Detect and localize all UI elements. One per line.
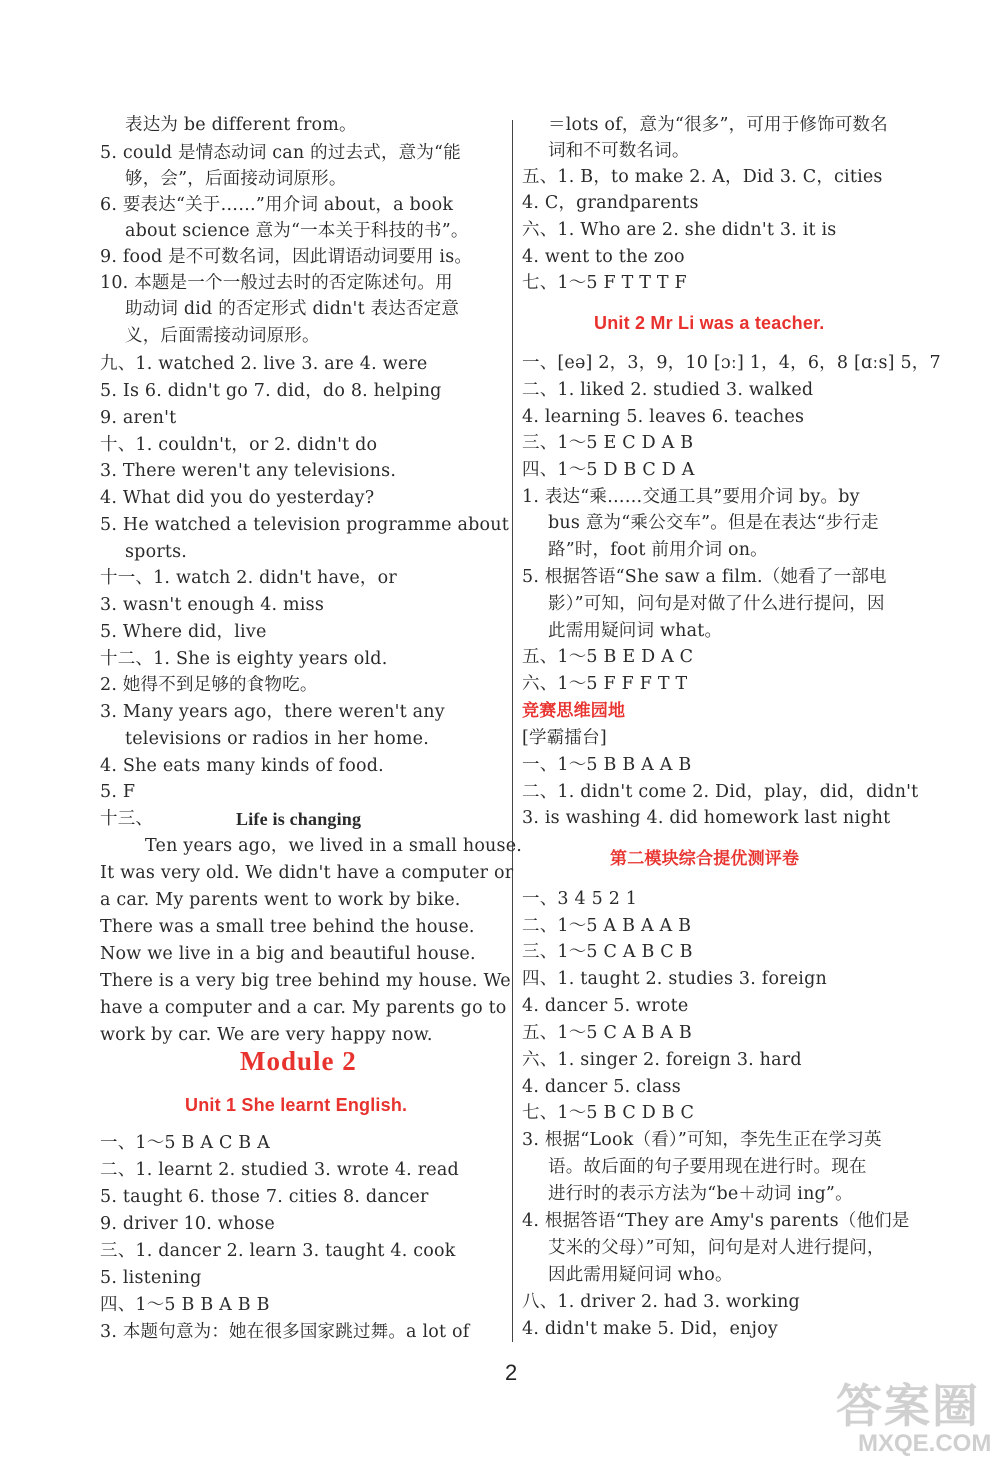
- left-text-line: a car. My parents went to work by bike.: [100, 890, 461, 910]
- right-text-line: 六、1. Who are 2. she didn't 3. it is: [522, 220, 837, 240]
- watermark-line1: 答案圈: [836, 1380, 980, 1432]
- right-text-line: [学霸擂台]: [522, 728, 607, 748]
- left-text-line: Ten years ago，we lived in a small house.: [145, 836, 523, 856]
- left-text-line: sports.: [125, 542, 188, 562]
- right-text-line: 语。故后面的句子要用现在进行时。现在: [548, 1157, 867, 1177]
- left-text-line: 5. taught 6. those 7. cities 8. dancer: [100, 1187, 429, 1207]
- right-text-line: 七、1～5 B C D B C: [522, 1103, 695, 1123]
- right-text-line: 六、1～5 F F F T T: [522, 674, 688, 694]
- right-text-line: 4. 根据答语“They are Amy's parents（他们是: [522, 1211, 910, 1231]
- left-text-line: 一、1～5 B A C B A: [100, 1133, 270, 1153]
- right-text-line: 三、1～5 E C D A B: [522, 433, 694, 453]
- left-text-line: 3. 本题句意为：她在很多国家跳过舞。a lot of: [100, 1322, 470, 1342]
- right-text-line: 五、1. B，to make 2. A，Did 3. C，cities: [522, 167, 883, 187]
- right-text-line: 1. 表达“乘……交通工具”要用介词 by。by: [522, 487, 860, 507]
- right-text-line: bus 意为“乘公交车”。但是在表达“步行走: [548, 513, 879, 533]
- left-text-line: 助动词 did 的否定形式 didn't 表达否定意: [125, 299, 460, 319]
- right-text-line: 4. learning 5. leaves 6. teaches: [522, 407, 805, 427]
- right-text-line: ＝lots of，意为“很多”，可用于修饰可数名: [548, 115, 888, 135]
- right-text-line: 二、1～5 A B A A B: [522, 916, 692, 936]
- right-text-line: 路”时，foot 前用介词 on。: [548, 540, 768, 560]
- watermark-line2: MXQE.COM: [858, 1430, 992, 1457]
- unit2-title: Unit 2 Mr Li was a teacher.: [594, 313, 825, 333]
- left-text-line: 十一、1. watch 2. didn't have，or: [100, 568, 397, 588]
- left-text-line: have a computer and a car. My parents go to: [100, 998, 507, 1018]
- left-text-line: 5. F: [100, 782, 136, 802]
- left-text-line: 十三、: [100, 809, 154, 829]
- left-text-line: 九、1. watched 2. live 3. are 4. were: [100, 354, 428, 374]
- module-test-title: 第二模块综合提优测评卷: [610, 849, 800, 868]
- left-text-line: 2. 她得不到足够的食物吃。: [100, 675, 318, 695]
- right-text-line: 五、1～5 B E D A C: [522, 647, 694, 667]
- right-text-line: 一、1～5 B B A A B: [522, 755, 692, 775]
- watermark-logo: [828, 1370, 998, 1465]
- left-text-line: 4. What did you do yesterday?: [100, 488, 375, 508]
- left-text-line: work by car. We are very happy now.: [100, 1025, 433, 1045]
- left-text-line: There was a small tree behind the house.: [100, 917, 475, 937]
- page-number: 2: [505, 1360, 518, 1385]
- right-text-line: 进行时的表示方法为“be＋动词 ing”。: [548, 1184, 853, 1204]
- left-text-line: 5. Where did，live: [100, 622, 267, 642]
- right-text-line: 一、3 4 5 2 1: [522, 889, 638, 909]
- right-text-line: 4. C，grandparents: [522, 193, 699, 213]
- right-text-line: 因此需用疑问词 who。: [548, 1265, 733, 1285]
- right-text-line: 二、1. didn't come 2. Did，play，did，didn't: [522, 782, 919, 802]
- left-text-line: 6. 要表达“关于……”用介词 about，a book: [100, 195, 454, 215]
- right-text-line: 4. dancer 5. wrote: [522, 996, 689, 1016]
- left-text-line: 三、1. dancer 2. learn 3. taught 4. cook: [100, 1241, 456, 1261]
- left-text-line: 9. driver 10. whose: [100, 1214, 275, 1234]
- left-text-line: 够，会”，后面接动词原形。: [125, 169, 347, 189]
- left-text-line: 四、1～5 B B A B B: [100, 1295, 270, 1315]
- right-text-line: 5. 根据答语“She saw a film.（她看了一部电: [522, 567, 887, 587]
- left-text-line: 4. She eats many kinds of food.: [100, 756, 384, 776]
- left-text-line: 5. could 是情态动词 can 的过去式，意为“能: [100, 143, 461, 163]
- left-text-line: Now we live in a big and beautiful house.: [100, 944, 476, 964]
- right-text-line: 4. went to the zoo: [522, 247, 685, 267]
- left-text-line: 9. food 是不可数名词，因此谓语动词要用 is。: [100, 247, 473, 267]
- left-text-line: 5. Is 6. didn't go 7. did，do 8. helping: [100, 381, 442, 401]
- right-text-line: 四、1. taught 2. studies 3. foreign: [522, 969, 827, 989]
- right-text-line: 3. 根据“Look（看）”可知，李先生正在学习英: [522, 1130, 882, 1150]
- right-text-line: 六、1. singer 2. foreign 3. hard: [522, 1050, 802, 1070]
- right-text-line: 四、1～5 D B C D A: [522, 460, 695, 480]
- left-text-line: There is a very big tree behind my house. We: [100, 971, 511, 991]
- left-text-line: 二、1. learnt 2. studied 3. wrote 4. read: [100, 1160, 459, 1180]
- right-text-line: 二、1. liked 2. studied 3. walked: [522, 380, 814, 400]
- right-text-line: 4. didn't make 5. Did，enjoy: [522, 1319, 778, 1339]
- column-divider: [512, 120, 513, 1342]
- left-text-line: 十二、1. She is eighty years old.: [100, 649, 388, 669]
- right-text-line: 词和不可数名词。: [548, 141, 690, 161]
- left-text-line: It was very old. We didn't have a computer or: [100, 863, 514, 883]
- right-text-line: 八、1. driver 2. had 3. working: [522, 1292, 800, 1312]
- left-text-line: 十、1. couldn't，or 2. didn't do: [100, 435, 378, 455]
- module-title: Module 2: [240, 1046, 357, 1076]
- right-text-line: 影）”可知，问句是对做了什么进行提问，因: [548, 594, 885, 614]
- contest-section-title: 竞赛思维园地: [522, 701, 626, 720]
- left-text-line: 5. listening: [100, 1268, 202, 1288]
- left-text-line: 3. There weren't any televisions.: [100, 461, 397, 481]
- left-text-line: 3. Many years ago，there weren't any: [100, 702, 445, 722]
- right-text-line: 七、1～5 F T T T F: [522, 273, 687, 293]
- left-text-line: about science 意为“一本关于科技的书”。: [125, 221, 469, 241]
- right-text-line: 3. is washing 4. did homework last night: [522, 808, 891, 828]
- left-text-line: 表达为 be different from。: [125, 115, 357, 135]
- story-title: Life is changing: [236, 809, 362, 829]
- right-text-line: 三、1～5 C A B C B: [522, 942, 693, 962]
- right-text-line: 此需用疑问词 what。: [548, 621, 723, 641]
- left-text-line: 10. 本题是一个一般过去时的否定陈述句。用: [100, 273, 453, 293]
- left-text-line: 5. He watched a television programme about: [100, 515, 509, 535]
- right-text-line: 五、1～5 C A B A B: [522, 1023, 692, 1043]
- right-text-line: 艾米的父母）”可知，问句是对人进行提问，: [548, 1238, 885, 1258]
- left-text-line: 义，后面需接动词原形。: [125, 326, 320, 346]
- left-text-line: 9. aren't: [100, 408, 177, 428]
- left-text-line: televisions or radios in her home.: [125, 729, 430, 749]
- left-text-line: 3. wasn't enough 4. miss: [100, 595, 325, 615]
- right-text-line: 一、[eə] 2，3，9，10 [ɔː] 1，4，6，8 [ɑːs] 5，7: [522, 353, 941, 373]
- unit1-title: Unit 1 She learnt English.: [185, 1095, 408, 1115]
- right-text-line: 4. dancer 5. class: [522, 1077, 681, 1097]
